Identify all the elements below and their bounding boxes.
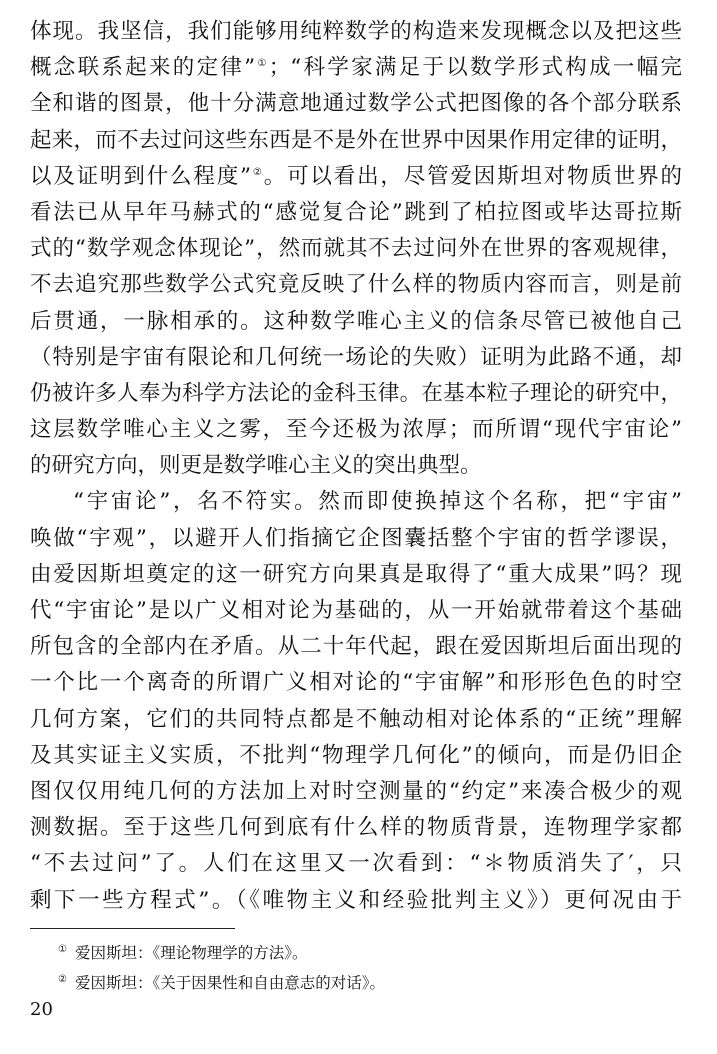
- text-line: [30, 267, 682, 303]
- text-line-content: 这层数学唯心主义之雾，至今还极为浓厚；而所谓“现代宇宙论”: [30, 417, 682, 443]
- text-line: [30, 304, 682, 340]
- main-text: [30, 14, 682, 919]
- text-line: [30, 340, 682, 376]
- text-line: [30, 86, 682, 122]
- text-line: [30, 231, 682, 267]
- text-line-content: 以及证明到什么程度”: [30, 163, 252, 189]
- footnote: [58, 968, 678, 998]
- footnote-reference: ①: [255, 58, 269, 70]
- text-line-content: 体现。我坚信，我们能够用纯粹数学的构造来发现概念以及把这些: [30, 19, 682, 44]
- text-line-content: 由爱因斯坦奠定的这一研究方向果真是取得了“重大成果”吗？现: [30, 561, 682, 587]
- text-line: [30, 412, 682, 448]
- text-line-content: 的研究方向，则更是数学唯心主义的突出典型。: [30, 453, 482, 479]
- text-line-content: 一个比一个离奇的所谓广义相对论的“宇宙解”和形形色色的时空: [30, 670, 682, 696]
- footnote-divider: [30, 928, 235, 929]
- text-line-content: 看法已从早年马赫式的“感觉复合论”跳到了柏拉图或毕达哥拉斯: [30, 199, 682, 225]
- footnote-mark: ①: [58, 943, 67, 955]
- text-line-content: 测数据。至于这些几何到底有什么样的物质背景，连物理学家都: [30, 815, 682, 841]
- text-line-content: 起来，而不去过问这些东西是不是外在世界中因果作用定律的证明，: [30, 127, 682, 153]
- footnote-text: 爱因斯坦：《理论物理学的方法》。: [74, 944, 308, 962]
- text-line-content: “宇宙论”，名不符实。然而即使换掉这个名称，把“宇宙”: [73, 489, 682, 515]
- text-line: [30, 629, 682, 665]
- text-line-content: 几何方案，它们的共同特点都是不触动相对论体系的“正统”理解: [30, 706, 682, 732]
- text-line: [30, 593, 682, 629]
- text-line: [30, 123, 682, 159]
- text-line: [30, 484, 682, 520]
- text-line: [30, 774, 682, 810]
- text-line: [30, 665, 682, 701]
- text-line: [30, 159, 682, 195]
- footnote-mark: ②: [58, 973, 67, 985]
- text-line: [30, 521, 682, 557]
- text-line-content: 所包含的全部内在矛盾。从二十年代起，跟在爱因斯坦后面出现的: [30, 634, 682, 660]
- text-line-content: 及其实证主义实质，不批判“物理学几何化”的倾向，而是仍旧企: [30, 742, 682, 768]
- text-line: [30, 738, 682, 774]
- text-line-content: 剩下一些方程式”。（《唯物主义和经验批判主义》）更何况由于: [30, 887, 682, 913]
- footnote-reference: ②: [251, 166, 264, 178]
- text-line-content: 概念联系起来的定律”: [30, 55, 256, 81]
- text-line-content: 仍被许多人奉为科学方法论的金科玉律。在基本粒子理论的研究中，: [30, 380, 682, 406]
- text-line-content: 代“宇宙论”是以广义相对论为基础的，从一开始就带着这个基础: [30, 598, 682, 623]
- text-line-content: 式的“数学观念体现论”，然而就其不去过问外在世界的客观规律，: [30, 236, 682, 262]
- footnote-text: 爱因斯坦：《关于因果性和自由意志的对话》。: [74, 974, 385, 992]
- text-line-content: 唤做“宇观”，以避开人们指摘它企图囊括整个宇宙的哲学谬误，: [30, 525, 682, 551]
- text-line: [30, 883, 682, 919]
- text-line-content: 全和谐的图景，他十分满意地通过数学公式把图像的各个部分联系: [30, 91, 682, 117]
- page-number: 20: [30, 999, 53, 1020]
- text-line: [30, 846, 682, 882]
- footnotes: [58, 938, 678, 998]
- text-line: [30, 14, 682, 50]
- text-line: [30, 195, 682, 231]
- text-line-content: （特别是宇宙有限论和几何统一场论的失败）证明为此路不通，却: [30, 344, 682, 370]
- text-line: [30, 448, 682, 484]
- text-line-content: 不去追究那些数学公式究竟反映了什么样的物质内容而言，则是前: [30, 272, 682, 298]
- text-line-content: 后贯通，一脉相承的。这种数学唯心主义的信条尽管已被他自己: [30, 308, 682, 334]
- text-line: [30, 810, 682, 846]
- text-line: [30, 376, 682, 412]
- text-line: [30, 557, 682, 593]
- footnote: [58, 938, 678, 968]
- text-line-content: “不去过问”了。人们在这里又一次看到：“＊物质消失了′，只: [30, 851, 682, 877]
- text-line-content: 图仅仅用纯几何的方法加上对时空测量的“约定”来凑合极少的观: [30, 778, 682, 804]
- text-line: [30, 702, 682, 738]
- text-line: [30, 50, 682, 86]
- text-line-content: 。可以看出，尽管爱因斯坦对物质世界的: [263, 163, 682, 189]
- text-line-content: ；“科学家满足于以数学形式构成一幅完: [268, 55, 682, 81]
